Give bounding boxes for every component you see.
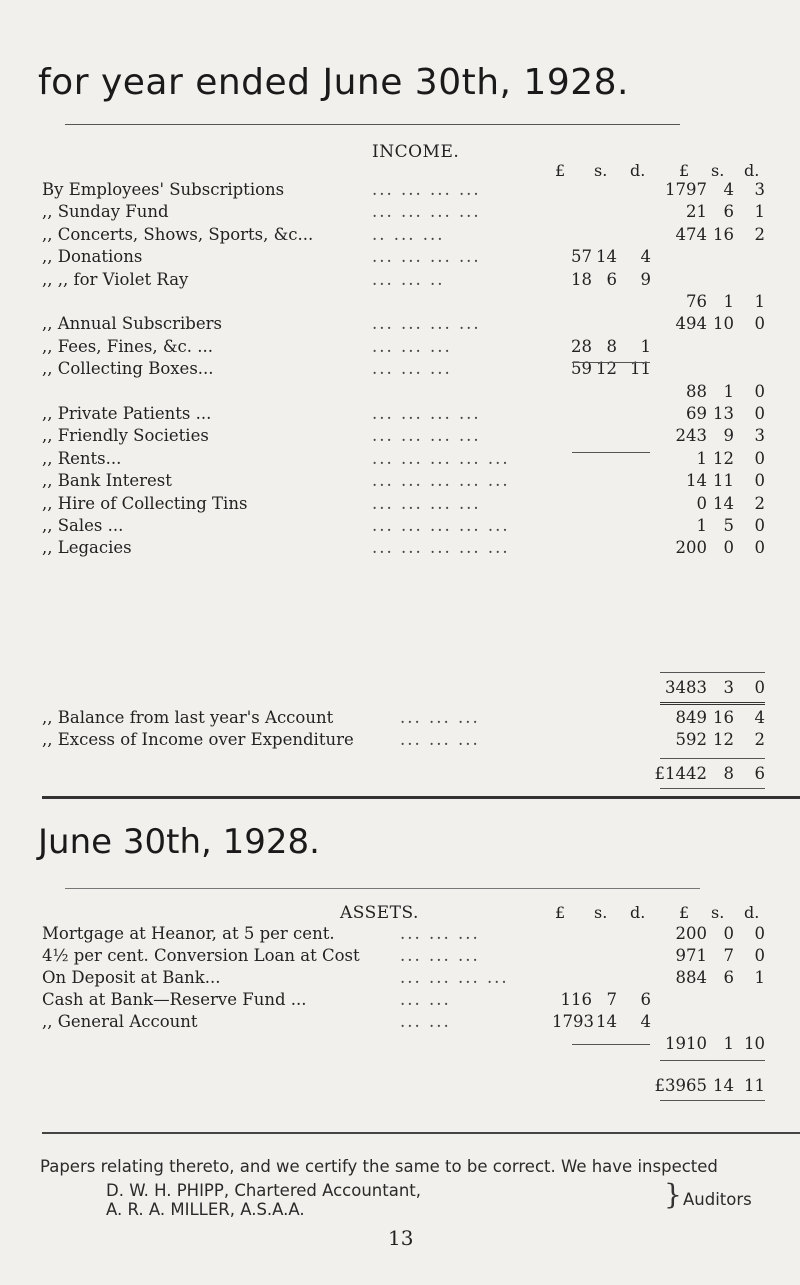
auditors-brace: } — [664, 1178, 682, 1211]
income-label: ,, Friendly Societies — [42, 426, 209, 446]
income-leader-dots: ... ... ... ... — [372, 247, 481, 267]
col-head-pounds-1: £ — [555, 161, 566, 180]
asset-label: Mortgage at Heanor, at 5 per cent. — [42, 924, 335, 943]
income-pounds: 1 — [696, 516, 707, 535]
assets-total-row — [0, 1076, 800, 1098]
income-row — [0, 314, 800, 336]
income-leader-dots: ... ... ... ... ... — [372, 471, 510, 491]
asset-pounds: 971 — [675, 946, 707, 965]
asset-row — [0, 990, 800, 1012]
income-leader-dots: ... ... ... ... — [372, 314, 481, 334]
income-tail-label: ,, Excess of Income over Expenditure — [42, 730, 354, 749]
col-head-shillings-2: s. — [711, 161, 725, 180]
income-pence: 0 — [754, 448, 765, 468]
assets-total-shillings: 14 — [713, 1076, 734, 1095]
income-row — [0, 426, 800, 448]
asset-leader-dots: ... ... — [400, 1012, 451, 1031]
income-row — [0, 270, 800, 292]
income-leader-dots: ... ... ... ... — [372, 493, 481, 513]
income-pence-inner: 11 — [630, 359, 651, 379]
income-pence: 2 — [754, 224, 765, 244]
assets-subtotal-row — [0, 1034, 800, 1056]
asset-row — [0, 1012, 800, 1034]
assets-subtotal-shillings: 1 — [723, 1034, 734, 1053]
income-pence: 0 — [754, 516, 765, 535]
assets-total-pence: 11 — [744, 1076, 765, 1095]
income-shillings: 16 — [713, 224, 734, 244]
asset-row — [0, 968, 800, 990]
income-row — [0, 494, 800, 516]
income-leader-dots: ... ... ... ... — [372, 202, 481, 222]
income-pounds-inner: 28 — [571, 336, 592, 356]
income-shillings-inner: 14 — [596, 247, 617, 267]
income-label: ,, Rents... — [42, 448, 122, 468]
income-leader-dots: .. ... ... — [372, 224, 445, 244]
income-shillings: 10 — [713, 314, 734, 334]
auditor-line-2: A. R. A. MILLER, A.S.A.A. — [106, 1200, 305, 1219]
income-pence: 2 — [754, 493, 765, 513]
asset-pence-inner: 4 — [640, 1012, 651, 1031]
asset-pounds-inner: 116 — [560, 990, 592, 1009]
income-label: ,, Donations — [42, 247, 143, 267]
income-pence: 0 — [754, 381, 765, 401]
income-pence: 3 — [754, 426, 765, 446]
income-leader-dots: ... ... ... ... — [372, 180, 481, 199]
assets-col-head-pence-1: d. — [630, 903, 646, 922]
assets-subtotal-pounds: 1910 — [665, 1034, 707, 1053]
income-leader-dots: ... ... ... ... ... — [372, 448, 510, 468]
income-pence: 0 — [754, 538, 765, 558]
income-shillings: 13 — [713, 404, 734, 423]
asset-shillings-inner: 7 — [606, 990, 617, 1009]
asset-leader-dots: ... ... — [400, 990, 451, 1009]
income-shillings-inner: 6 — [606, 269, 617, 289]
violet-ray-subtotal-rule — [572, 362, 650, 363]
income-pounds: 243 — [675, 426, 707, 446]
income-row — [0, 359, 800, 381]
income-pounds: 88 — [686, 381, 707, 401]
income-pounds: 474 — [675, 224, 707, 244]
income-pence: 0 — [754, 404, 765, 423]
income-total-pounds: £1442 — [654, 764, 707, 783]
income-total-shillings: 8 — [723, 764, 734, 783]
income-tail-label: ,, Balance from last year's Account — [42, 708, 334, 727]
page-number: 13 — [388, 1226, 414, 1250]
income-tail-shillings: 16 — [713, 708, 734, 727]
asset-shillings: 6 — [723, 968, 734, 987]
title-rule — [65, 124, 680, 125]
income-row — [0, 538, 800, 560]
income-row — [0, 471, 800, 493]
income-shillings: 11 — [713, 471, 734, 491]
income-pence-inner: 9 — [640, 269, 651, 289]
certification-text: Papers relating thereto, and we certify the same to be correct. We have inspected — [40, 1157, 718, 1176]
income-row — [0, 337, 800, 359]
income-label: ,, Collecting Boxes... — [42, 359, 214, 379]
income-total-underline — [660, 788, 765, 789]
income-leader-dots: ... ... ... ... ... — [372, 516, 510, 535]
assets-subtotal-pence: 10 — [744, 1034, 765, 1053]
asset-leader-dots: ... ... ... — [400, 924, 480, 943]
balance-title-rule — [65, 888, 700, 889]
assets-heading: ASSETS. — [340, 903, 419, 923]
income-leader-dots: ... ... ... — [372, 336, 452, 356]
asset-shillings: 7 — [723, 946, 734, 965]
income-tail-pounds: 849 — [675, 708, 707, 727]
income-pounds: 0 — [696, 493, 707, 513]
assets-total-underline — [660, 1100, 765, 1101]
income-subtotal-row — [0, 678, 800, 700]
balance-title: June 30th, 1928. — [38, 822, 320, 862]
asset-label: 4½ per cent. Conversion Loan at Cost — [42, 946, 360, 965]
income-heading: INCOME. — [372, 142, 460, 162]
income-row — [0, 292, 800, 314]
income-pounds-inner: 18 — [571, 269, 592, 289]
income-label: ,, ,, for Violet Ray — [42, 269, 189, 289]
asset-label: ,, General Account — [42, 1012, 198, 1031]
income-pence: 0 — [754, 471, 765, 491]
asset-pence: 0 — [754, 946, 765, 965]
income-row — [0, 449, 800, 471]
income-shillings: 6 — [723, 202, 734, 222]
asset-leader-dots: ... ... ... ... — [400, 968, 509, 987]
income-row — [0, 202, 800, 224]
col-head-shillings-1: s. — [594, 161, 608, 180]
income-label: ,, Fees, Fines, &c. ... — [42, 336, 213, 356]
income-subtotal-pounds: 3483 — [665, 678, 707, 697]
income-pounds: 69 — [686, 404, 707, 423]
income-tail-row — [0, 730, 800, 752]
asset-row — [0, 946, 800, 968]
income-label: ,, Legacies — [42, 538, 132, 558]
income-shillings: 9 — [723, 426, 734, 446]
income-total-pence: 6 — [754, 764, 765, 783]
income-shillings: 14 — [713, 493, 734, 513]
asset-label: Cash at Bank—Reserve Fund ... — [42, 990, 307, 1009]
assets-col-head-shillings-2: s. — [711, 903, 725, 922]
income-row — [0, 180, 800, 202]
income-pence-inner: 4 — [640, 247, 651, 267]
income-pence: 0 — [754, 314, 765, 334]
income-pounds: 1797 — [665, 180, 707, 199]
income-pounds: 1 — [696, 448, 707, 468]
income-leader-dots: ... ... ... ... — [372, 404, 481, 423]
income-pounds-inner: 57 — [571, 247, 592, 267]
income-leader-dots: ... ... ... ... ... — [372, 538, 510, 558]
assets-col-head-pounds-2: £ — [679, 903, 690, 922]
income-shillings: 5 — [723, 516, 734, 535]
asset-pence: 0 — [754, 924, 765, 943]
income-shillings: 0 — [723, 538, 734, 558]
collecting-boxes-subtotal-rule — [572, 452, 650, 453]
income-total-row — [0, 764, 800, 786]
income-pence: 3 — [754, 180, 765, 199]
income-label: ,, Annual Subscribers — [42, 314, 222, 334]
income-tail-row — [0, 708, 800, 730]
assets-col-head-pounds-1: £ — [555, 903, 566, 922]
income-pounds: 494 — [675, 314, 707, 334]
col-head-pence-1: d. — [630, 161, 646, 180]
assets-total-rule — [660, 1060, 765, 1061]
income-tail-leader-dots: ... ... ... — [400, 708, 480, 727]
income-label: ,, Sunday Fund — [42, 202, 169, 222]
assets-col-head-shillings-1: s. — [594, 903, 608, 922]
asset-shillings-inner: 14 — [596, 1012, 617, 1031]
income-tail-leader-dots: ... ... ... — [400, 730, 480, 749]
income-shillings-inner: 8 — [606, 336, 617, 356]
income-label: By Employees' Subscriptions — [42, 180, 285, 199]
asset-pounds-inner: 1793 — [552, 1012, 594, 1031]
income-row — [0, 247, 800, 269]
income-subtotal-rule — [660, 672, 765, 673]
asset-pence: 1 — [754, 968, 765, 987]
income-label: ,, Sales ... — [42, 516, 124, 535]
income-pounds: 21 — [686, 202, 707, 222]
income-tail-shillings: 12 — [713, 730, 734, 749]
income-row — [0, 382, 800, 404]
income-leader-dots: ... ... .. — [372, 269, 445, 289]
income-label: ,, Bank Interest — [42, 471, 172, 491]
asset-pence-inner: 6 — [640, 990, 651, 1009]
income-shillings: 4 — [723, 180, 734, 199]
footer-divider — [42, 1132, 800, 1134]
income-label: ,, Private Patients ... — [42, 404, 212, 423]
income-pounds: 76 — [686, 292, 707, 311]
asset-leader-dots: ... ... ... — [400, 946, 480, 965]
auditors-label: Auditors — [683, 1190, 752, 1209]
income-pence-inner: 1 — [640, 336, 651, 356]
income-tail-pounds: 592 — [675, 730, 707, 749]
asset-pounds: 200 — [675, 924, 707, 943]
income-leader-dots: ... ... ... — [372, 359, 452, 379]
asset-shillings: 0 — [723, 924, 734, 943]
page-title: for year ended June 30th, 1928. — [38, 62, 629, 103]
income-shillings: 1 — [723, 381, 734, 401]
income-pounds: 14 — [686, 471, 707, 491]
income-total-rule — [660, 758, 765, 759]
section-divider — [42, 796, 800, 799]
income-label: ,, Concerts, Shows, Sports, &c... — [42, 224, 314, 244]
income-subtotal-double-rule — [660, 702, 765, 705]
assets-col-head-pence-2: d. — [744, 903, 760, 922]
income-tail-pence: 4 — [754, 708, 765, 727]
income-row — [0, 516, 800, 538]
asset-row — [0, 924, 800, 946]
income-pounds: 200 — [675, 538, 707, 558]
income-shillings: 1 — [723, 292, 734, 311]
income-subtotal-shillings: 3 — [723, 678, 734, 697]
col-head-pence-2: d. — [744, 161, 760, 180]
income-label: ,, Hire of Collecting Tins — [42, 493, 248, 513]
income-subtotal-pence: 0 — [754, 678, 765, 697]
assets-total-pounds: £3965 — [654, 1076, 707, 1095]
income-row — [0, 225, 800, 247]
income-shillings-inner: 12 — [596, 359, 617, 379]
income-leader-dots: ... ... ... ... — [372, 426, 481, 446]
income-tail-pence: 2 — [754, 730, 765, 749]
asset-pounds: 884 — [675, 968, 707, 987]
col-head-pounds-2: £ — [679, 161, 690, 180]
income-pence: 1 — [754, 292, 765, 311]
income-row — [0, 404, 800, 426]
income-pounds-inner: 59 — [571, 359, 592, 379]
income-shillings: 12 — [713, 448, 734, 468]
income-pence: 1 — [754, 202, 765, 222]
asset-label: On Deposit at Bank... — [42, 968, 221, 987]
auditor-line-1: D. W. H. PHIPP, Chartered Accountant, — [106, 1181, 422, 1200]
